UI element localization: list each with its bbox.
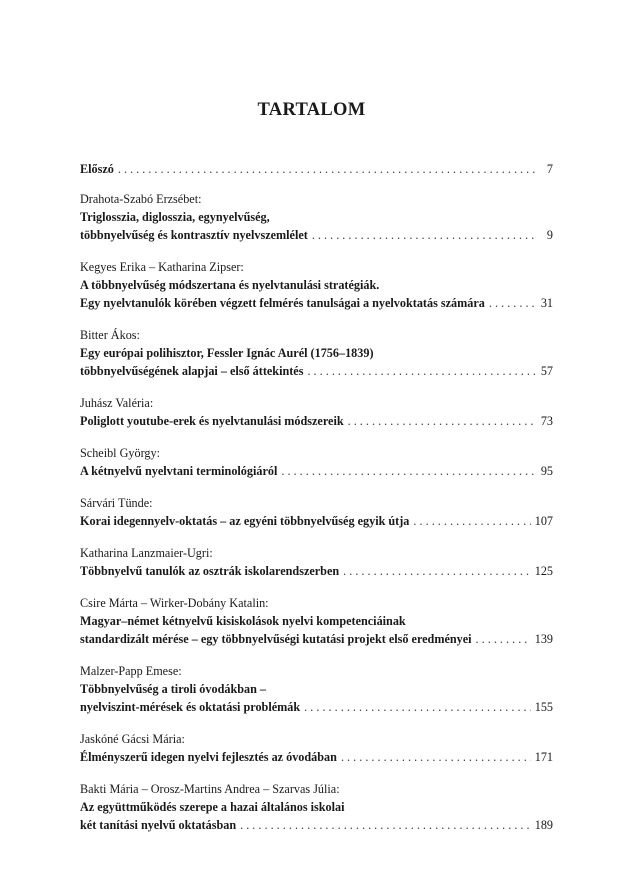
toc-title-row xyxy=(80,160,553,178)
dot-leader xyxy=(413,512,530,530)
toc-page-number: 57 xyxy=(540,364,553,378)
toc-title-row xyxy=(80,412,553,430)
toc-entry xyxy=(80,160,553,178)
toc-author: Bakti Mária – Orosz-Martins Andrea – Szarvas Júlia: xyxy=(80,782,340,796)
toc-author: Drahota-Szabó Erzsébet: xyxy=(80,192,202,206)
toc-title-row xyxy=(80,512,553,530)
toc-author: Kegyes Erika – Katharina Zipser: xyxy=(80,260,244,274)
dot-leader xyxy=(343,562,531,580)
toc-title-line: Egy nyelvtanulók körében végzett felmérés tanulságai a nyelvoktatás számára xyxy=(80,296,485,310)
toc-title-row xyxy=(80,362,553,380)
toc-title-line: Korai idegennyelv-oktatás – az egyéni többnyelvűség egyik útja xyxy=(80,514,410,528)
toc-title-row xyxy=(80,816,553,834)
dot-leader xyxy=(348,412,537,430)
toc-title-line: Magyar–német kétnyelvű kisiskolások nyelvi kompetenciáinak xyxy=(80,614,406,628)
dot-leader xyxy=(307,362,536,380)
toc-author: Sárvári Tünde: xyxy=(80,496,153,510)
toc-title-line: többnyelvűség és kontrasztív nyelvszemlélet xyxy=(80,228,308,242)
toc-title-row xyxy=(80,462,553,480)
toc-entry xyxy=(80,326,553,380)
dot-leader xyxy=(304,698,531,716)
toc-page-number: 125 xyxy=(534,564,553,578)
toc-title-line: Előszó xyxy=(80,162,114,176)
toc-title-line: Az együttműködés szerepe a hazai általános iskolai xyxy=(80,800,345,814)
toc-entry xyxy=(80,444,553,480)
toc-author: Csire Márta – Wirker-Dobány Katalin: xyxy=(80,596,269,610)
toc-title-row xyxy=(80,562,553,580)
toc-entry xyxy=(80,190,553,244)
toc-page-number: 139 xyxy=(534,632,553,646)
table-of-contents xyxy=(80,160,553,848)
toc-entry xyxy=(80,780,553,834)
toc-page-number: 31 xyxy=(540,296,553,310)
toc-title-line: Többnyelvű tanulók az osztrák iskolarendszerben xyxy=(80,564,340,578)
toc-title-line: nyelviszint-mérések és oktatási problémák xyxy=(80,700,301,714)
toc-entry xyxy=(80,594,553,648)
toc-title-line: standardizált mérése – egy többnyelvűségi kutatási projekt első eredményei xyxy=(80,632,472,646)
toc-page-number: 7 xyxy=(546,162,553,176)
toc-author: Juhász Valéria: xyxy=(80,396,154,410)
toc-entry xyxy=(80,258,553,312)
dot-leader xyxy=(240,816,531,834)
dot-leader xyxy=(312,226,537,244)
toc-title-line: Egy európai polihisztor, Fessler Ignác Aurél (1756–1839) xyxy=(80,346,374,360)
toc-title-row xyxy=(80,630,553,648)
dot-leader xyxy=(118,160,537,178)
toc-page-number: 9 xyxy=(546,228,553,242)
toc-title-row xyxy=(80,294,553,312)
dot-leader xyxy=(341,748,531,766)
toc-entry xyxy=(80,494,553,530)
toc-author: Bitter Ákos: xyxy=(80,328,140,342)
toc-entry xyxy=(80,394,553,430)
toc-title-line: Élményszerű idegen nyelvi fejlesztés az óvodában xyxy=(80,750,337,764)
toc-page-number: 155 xyxy=(534,700,553,714)
toc-page-number: 171 xyxy=(534,750,553,764)
toc-entry xyxy=(80,662,553,716)
dot-leader xyxy=(476,630,531,648)
dot-leader xyxy=(281,462,536,480)
toc-page-number: 189 xyxy=(534,818,553,832)
toc-title-line: A többnyelvűség módszertana és nyelvtanulási stratégiák. xyxy=(80,278,380,292)
toc-title-row xyxy=(80,226,553,244)
toc-entry xyxy=(80,730,553,766)
toc-author: Jaskóné Gácsi Mária: xyxy=(80,732,185,746)
toc-author: Scheibl György: xyxy=(80,446,161,460)
toc-title-line: Poliglott youtube-erek és nyelvtanulási módszereik xyxy=(80,414,344,428)
toc-page-number: 73 xyxy=(540,414,553,428)
toc-author: Malzer-Papp Emese: xyxy=(80,664,182,678)
dot-leader xyxy=(489,294,537,312)
toc-page-number: 95 xyxy=(540,464,553,478)
toc-author: Katharina Lanzmaier-Ugri: xyxy=(80,546,213,560)
toc-title-line: többnyelvűségének alapjai – első áttekintés xyxy=(80,364,304,378)
toc-title-line: két tanítási nyelvű oktatásban xyxy=(80,818,237,832)
toc-title-line: Többnyelvűség a tiroli óvodákban – xyxy=(80,682,267,696)
page-title: TARTALOM xyxy=(257,100,366,120)
toc-entry xyxy=(80,544,553,580)
toc-title-row xyxy=(80,748,553,766)
toc-title-line: Triglosszia, diglosszia, egynyelvűség, xyxy=(80,210,270,224)
toc-title-row xyxy=(80,698,553,716)
toc-page-number: 107 xyxy=(534,514,553,528)
toc-title-line: A kétnyelvű nyelvtani terminológiáról xyxy=(80,464,278,478)
